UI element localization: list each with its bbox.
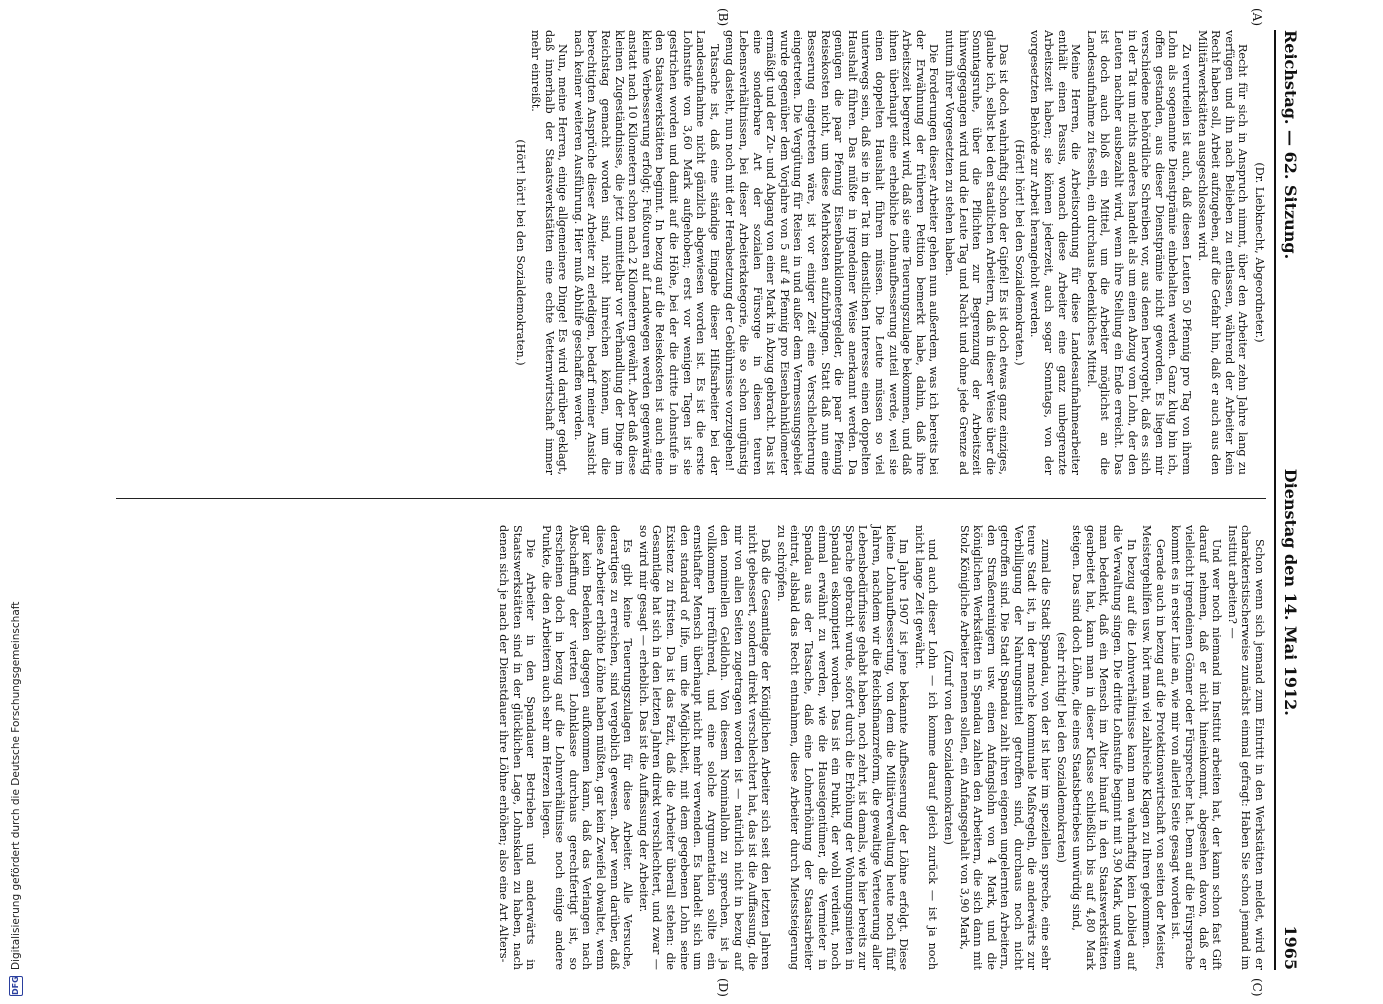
header-date: Dienstag den 14. Mai 1912. xyxy=(1281,468,1301,716)
paragraph: Es gibt keine Teuerungszulagen für diese Arbeiter. Alle Versuche, derartiges zu erreichen, sind vergeblich gewesen. Aber wenn darüber, daß diese Arbeiter erhöhte Löhne haben müßten, gar kein Zweifel obwaltet, wenn gar kein Bedenken dagegen aufkommen kann, daß das Verlangen nach Abschaffung der vierten Lohnklasse durchaus gerechtfertigt ist, so erscheinen doch in bezug auf die Lohnverhältnisse noch einige andere Punkte, die den Arbeitern auch sehr am Herzen liegen. xyxy=(539,525,635,970)
column-separator xyxy=(116,498,1266,499)
paragraph: Daß die Gesamtlage der Königlichen Arbeiter sich seit den letzten Jahren nicht gebessert, sondern direkt verschlechtert hat, das ist die Auffassung, die mir von allen Seiten zugetragen worden ist — natürlich nicht in bezug auf den nominellen Geldlohn. Von diesem Nominallohn zu sprechen, ist ja vollkommen irreführend, und eine solche Argumentation sollte ein ernsthafter Mensch überhaupt nicht mehr verwenden. Es handelt sich um den standard of life, um die Möglichkeit, mit dem gegebenen Lohn seine Existenz zu fristen. Da ist das Fazit, daß die Arbeiter überall stehen: die Gesamtlage hat sich in den letzten Jahren direkt verschlechtert, und zwar — so wird mir gesagt — erheblich. Das ist die Auffassung der Arbeiter. xyxy=(636,525,773,970)
paragraph: Schon wenn sich jemand zum Eintritt in den Werkstätten meldet, wird er charakteristischerweise zunächst einmal gefragt: Haben Sie schon jemand im Institut arbeiten? — xyxy=(1225,525,1266,970)
paragraph: In bezug auf die Lohnverhältnisse kann man wahrhaftig kein Loblied auf die Verwaltung singen. Die dritte Lohnstufe beginnt mit 3,90 Mark, und wenn man bedenkt, daß ein Mensch im Alter hinauf in den Staatswerkstätten gearbeitet hat, kann man in dieser Klasse schließlich bis auf 4,80 Mark steigen. Das sind doch Löhne, die eines Staatsbetriebes unwürdig sind, xyxy=(1070,525,1138,970)
margin-marker-b: (B) xyxy=(716,8,730,27)
paragraph: Die Forderungen dieser Arbeiter gehen nun außerdem, was ich bereits bei der Erwähnung der früheren Petition bemerkt habe, dahin, daß ihre Arbeitszeit begrenzt wird, daß sie eine Teuerungszulage bekommen, und daß ihnen überhaupt eine erhebliche Lohnaufbesserung zuteil werde, weil sie einen doppelten Haushalt führen müssen. Die Leute müssen so viel unterwegs sein, daß sie in der Tat im dienstlichen Interesse einen doppelten Haushalt führen. Das müßte in irgendeiner Weise anerkannt werden. Da genügen die paar Pfennig Eisenbahnkilometergelder, die paar Pfennig Reisekosten nicht, um diese Mehrkosten aufzubringen. Statt daß nun eine Besserung eingetreten wäre, ist vor einiger Zeit eine Verschlechterung eingetreten. Die Vergütung für Reisen in und außer dem Vermessungsgebiet wurde gegenüber dem Vorjahre von 5 auf 4 Pfennig pro Eisenbahnkilometer ermäßigt und der Zu- und Abgang von einer Mark in Abzug gebracht. Das ist eine sonderbare Art der sozialen Fürsorge in diesen teuren Lebensverhältnissen, bei dieser Arbeiterkategorie, die so schon ungünstig genug dasteht, nun noch mit der Herabsetzung der Gebührnisse vorzugehen! xyxy=(723,30,941,475)
paragraph: Tatsache ist, daß eine ständige Eingabe dieser Hilfsarbeiter bei der Landesaufnahme nicht gänzlich abgewiesen worden ist. Es ist die erste Lohnstufe von 3,60 Mark aufgehoben; erst vor wenigen Tagen ist sie gestrichen worden und damit auf die Höhe, bei der die dritte Lohnstufe in den Staatswerkstätten beginnt. In bezug auf die Reisekosten ist auch eine kleine Verbesserung erfolgt; Fußtouren auf Landwegen werden gegenwärtig anstatt nach 10 Kilometern schon nach 2 Kilometern gewährt. Aber daß diese kleinen Zugeständnisse, die jetzt unmittelbar vor Verhandlung der Dinge im Reichstag gemacht worden sind, nicht hinreichen können, um die berechtigten Ansprüche dieser Arbeiter zu erledigen, bedarf meiner Ansicht nach keiner weiteren Ausführung. Hier muß Abhilfe geschaffen werden. xyxy=(571,30,721,475)
paragraph: (Hört! hört! bei den Sozialdemokraten.) xyxy=(513,139,527,366)
paragraph: (sehr richtig! bei den Sozialdemokraten) xyxy=(1054,632,1068,863)
paragraph: und auch dieser Lohn — ich komme darauf gleich zurück — ist ja noch nicht lange Zeit gewährt. xyxy=(912,525,940,970)
margin-marker-a: (A) xyxy=(1250,8,1264,27)
paragraph: zumal die Stadt Spandau, von der ist hier im speziellen spreche, eine sehr teure Stadt ist, in der manche kommunale Maßregeln, die anderwärts zur Verbilligung der Nahrungsmittel getroffen sind, durchaus noch nicht getroffen sind. Die Stadt Spandau zahlt ihren eigenen ungelernten Arbeitern, den Straßenreinigern usw. einen Anfangslohn von 4 Mark, und die königlichen Werkstätten in Spandau zahlen den Arbeitern, die sich dann mit Stolz Königliche Arbeiter nennen sollen, ein Anfangsgehalt von 3,90 Mark, xyxy=(957,525,1053,970)
paragraph: Im Jahre 1907 ist jene bekannte Aufbesserung der Löhne erfolgt. Diese kleine Lohnaufbesserung, von dem die Militärverwaltung heute noch fünf Jahren, nachdem wir die Reichsfinanzreform, die gewaltige Verteuerung aller Lebensbedürfnisse gehabt haben, noch zehrt, ist damals, wie hier bereits zur Sprache gebracht wurde, sofort durch die Erhöhung der Wohnungsmieten in Spandau eskomptiert worden. Das ist ein Punkt, der wohl verdient, noch einmal erwähnt zu werden, wie die Hauseigentümer, die Vermieter in Spandau aus der Tatsache, daß eine Lohnerhöhung der Staatsarbeiter eintrat, alsbald das Recht entnahmen, diese Arbeiter durch Mietssteigerung zu schröpfen. xyxy=(774,525,911,970)
header-rule xyxy=(1274,30,1276,970)
margin-marker-d: (D) xyxy=(716,978,730,997)
paragraph: Die Arbeiter in den Spandauer Betrieben und anderwärts in Staatswerkstätten sind in der glücklichen Lage, Lohnskalen zu haben, nach denen sich je nach der Dienstdauer ihre Löhne erhöhen; also eine Art Alters- xyxy=(496,525,538,970)
left-column xyxy=(116,30,1266,475)
paragraph: Das ist doch wahrhaftig schon der Gipfel! Es ist doch etwas ganz einziges, glaube ich, selbst bei den staatlichen Arbeitern, daß in dieser Weise über die Sonntagsruhe, über die Pflichten zur Begrenzung der Arbeitszeit hinweggegangen wird und die Leute Tag und Nacht und ohne jede Grenze ad nutum ihrer Vorgesetzten zu stehen haben. xyxy=(942,30,1011,475)
footer-text: Digitalisierung gefördert durch die Deutsche Forschungsgemeinschaft xyxy=(10,601,22,970)
paragraph: (Hört! hört! bei den Sozialdemokraten.) xyxy=(1012,139,1026,366)
header-left: Reichstag. — 62. Sitzung. xyxy=(1281,30,1301,260)
page-header xyxy=(1280,30,1302,970)
paragraph: (Zuruf von den Sozialdemokraten) xyxy=(941,650,955,845)
right-column xyxy=(116,525,1266,970)
paragraph: Zu verurteilen ist auch, daß diesen Leuten 50 Pfennig pro Tag von ihrem Lohn als sogenannte Dienstprämie einbehalten werden. Ganz klug bin ich, offen gestanden, aus dieser Dienstprämie nicht geworden. Es liegen mir verschiedene behördliche Schreiben vor, aus denen hervorgeht, daß es sich in der Tat um nichts anderes handelt als um einen Abzug vom Lohn, der den Leuten nachher ausbezahlt wird, wenn ihre Stellung ein Ende erreicht. Das ist doch auch bloß ein Mittel, um die Arbeiter möglichst an die Landesaufnahme zu fesseln, ein durchaus bedenkliches Mittel. xyxy=(1084,30,1194,475)
paragraph: Gerade auch in bezug auf die Protektionswirtschaft von seiten der Meister, Meistergehilfen usw. hört man viel zahlreiche Klagen zu Ihren gekommen. xyxy=(1140,525,1167,970)
document-page xyxy=(30,0,1330,1000)
paragraph: Und wer noch niemand im Institut arbeiten hat, der kann schon fast Gift darauf nehmen, daß er nicht hineinkommt, abgesehen davon, daß er vielleicht irgendeinen Gönner oder Fürsprecher hat. Denn auf die Fürsprache kommt es in erster Linie an, wie mir von allerlei Seite gesagt worden ist. xyxy=(1169,525,1224,970)
speaker-tag: (Dr. Liebknecht, Abgeordneter.) xyxy=(1253,162,1266,343)
paragraph: Nun, meine Herren, einige allgemeinere Dinge! Es wird darüber geklagt, daß innerhalb der Staatswerkstätten eine echte Vetternwirtschaft immer mehr einreißt. xyxy=(529,30,570,475)
paragraph: Meine Herren, die Arbeitsordnung für diese Landesaufnahmearbeiter enthält einen Passus, wonach diese Arbeiter eine ganz unbegrenzte Arbeitszeit haben; sie können jederzeit, auch sogar Sonntags, von der vorgesetzten Behörde zur Arbeit herangeholt werden. xyxy=(1028,30,1083,475)
paragraph: Recht für sich in Anspruch nimmt, über den Arbeiter zehn Jahre lang zu verfügen und ihn nach Belieben zu entlassen, während der Arbeiter kein Recht haben soll, Arbeit aufzugeben, auf die Gefahr hin, daß er auch aus den Militärwerkstätten ausgeschlossen wird. xyxy=(1195,30,1250,475)
margin-marker-c: (C) xyxy=(1250,978,1264,997)
page-number: 1965 xyxy=(1281,925,1301,970)
footer-strip xyxy=(0,0,24,1000)
dfg-logo: DFG xyxy=(9,976,23,996)
